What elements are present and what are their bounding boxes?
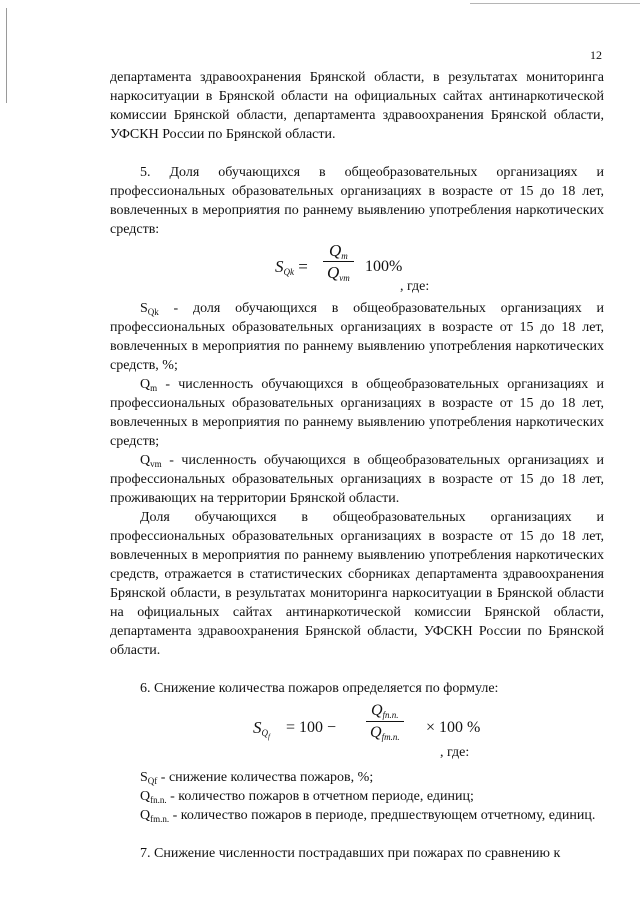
formula-sqf-fraction: $Q_{fn.n.}$ $Q_{fm.n.}$ [366, 701, 404, 742]
document-body [110, 68, 604, 863]
definition-qvm: $Q_{vm}$ - численность обучающихся в общеобразовательных организациях и профессиональных образовательных организациях в возрасте от 15 до 18 лет, проживающих на территории Брянской области. [110, 453, 604, 506]
definition-sqf: $S_{Qf}$ - снижение количества пожаров, %; [140, 770, 374, 786]
scan-edge-left [6, 8, 7, 103]
formula-sqk: $S_{Qk}$ = $Q_m$ $Q_{vm}$ 100% , где: [275, 241, 430, 294]
definition-qfmn: $Q_{fm.n.}$ - количество пожаров в периоде, предшествующем отчетному, единиц. [140, 808, 596, 824]
definition-sqk: $S_{Qk}$ - доля обучающихся в общеобразовательных организациях и профессиональных образовательных организациях в возрасте от 15 до 18 лет, вовлеченных в мероприятия по раннему выявлению употребления наркотических средств, %; [110, 301, 604, 373]
paragraph-share-reporting: Доля обучающихся в общеобразовательных организациях и профессиональных образовательных организациях в возрасте от 15 до 18 лет, вовлеченных в мероприятия по раннему выявлению употребления наркотических средств, отражается в статистических сборниках департамента здравоохранения Брянской области, в результатах мониторинга наркоситуации в Брянской области на официальных сайтах антинаркотической комиссии Брянской области, департамента здравоохранения Брянской области, УФСКН России по Брянской области. [110, 510, 604, 658]
formula-sqf: $S_{Q_f}$ = 100 − $Q_{fn.n.}$ $Q_{fm.n.}$ × 100 % , где: [253, 702, 481, 760]
item-7-heading: 7. Снижение численности пострадавших при пожарах по сравнению к [140, 846, 561, 861]
item-6-heading: 6. Снижение количества пожаров определяется по формуле: [140, 681, 499, 696]
definition-qm: $Q_m$ - численность обучающихся в общеобразовательных организациях и профессиональных образовательных организациях в возрасте от 15 до 18 лет, вовлеченных в мероприятия по раннему выявлению употребления наркотических средств; [110, 377, 604, 449]
paragraph-monitoring-sources: департамента здравоохранения Брянской области, в результатах мониторинга наркоситуации в Брянской области на официальных сайтах антинаркотической комиссии Брянской области, департамента здравоохранения Брянской области, УФСКН России по Брянской области. [110, 70, 604, 142]
formula-sqk-fraction: $Q_m$ $Q_{vm}$ [323, 241, 354, 282]
page-number: 12 [590, 48, 602, 62]
definition-qfnn: $Q_{fn.n.}$ - количество пожаров в отчетном периоде, единиц; [140, 789, 474, 805]
scan-edge-top [470, 3, 640, 4]
item-5-heading: 5. Доля обучающихся в общеобразовательных организациях и профессиональных образовательных организациях в возрасте от 15 до 18 лет, вовлеченных в мероприятия по раннему выявлению употребления наркотических средств: [110, 165, 604, 237]
